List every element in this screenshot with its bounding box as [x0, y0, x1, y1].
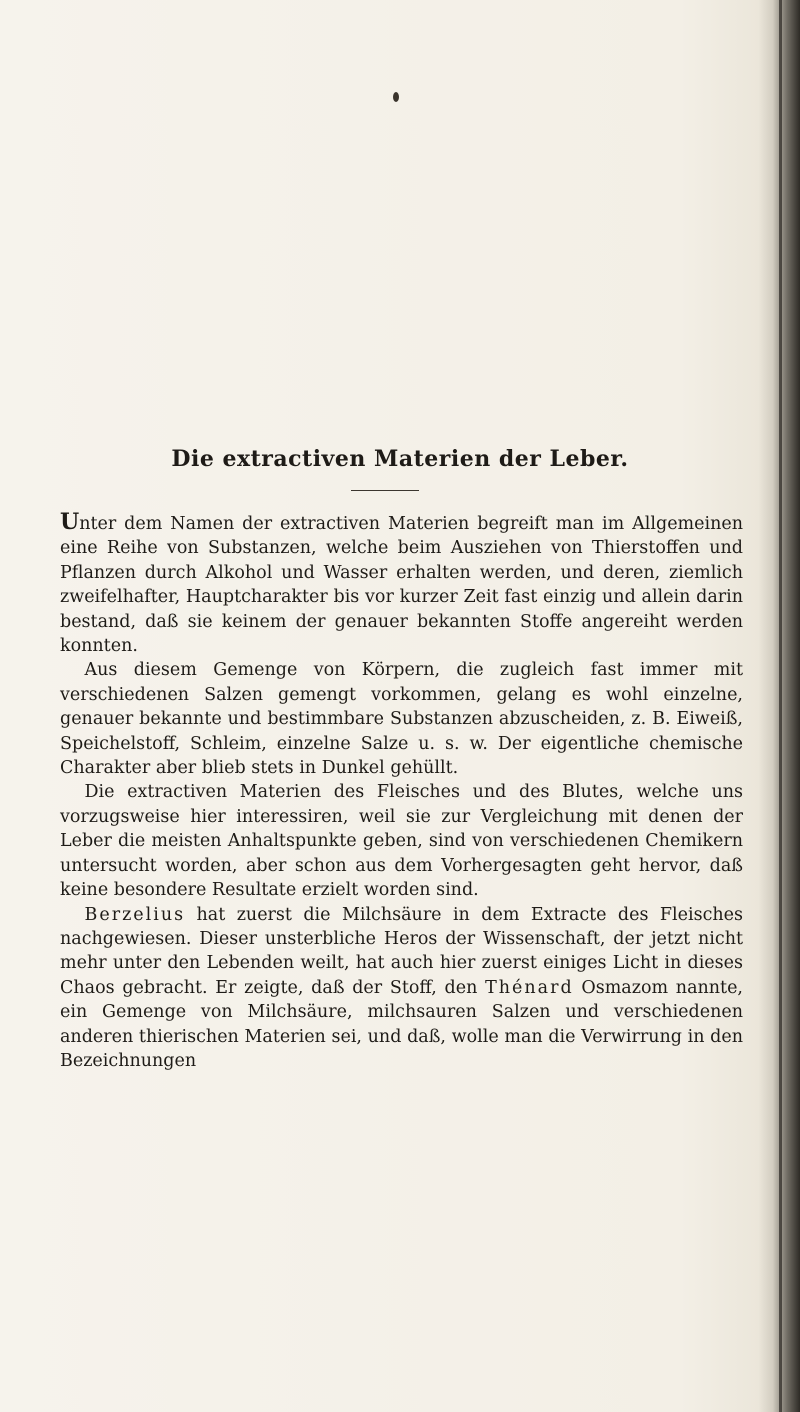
paragraph-4-text-b: Osmazom nannte, ein Gemenge von Milchsäure, milchsauren Salzen und verschiedenen anderen thierischen Materien sei, und daß, wolle man die Verwirrung in den Bezeichnungen — [60, 977, 743, 1071]
body-text — [60, 510, 743, 1073]
page-gutter-line — [779, 0, 782, 1412]
ink-speck — [393, 92, 399, 102]
paragraph-1 — [60, 510, 743, 658]
initial-letter: U — [60, 509, 80, 535]
paragraph-4 — [60, 903, 743, 1074]
chapter-title: Die extractiven Materien der Leber. — [171, 446, 629, 472]
paragraph-1-text: nter dem Namen der extractiven Materien begreift man im Allgemeinen eine Reihe von Substanzen, welche beim Ausziehen von Thierstoffen und Pflanzen durch Alkohol und Wasser erhalten werden, und deren, ziemlich zweifelhafter, Hauptcharakter bis vor kurzer Zeit fast einzig und allein darin bestand, daß sie keinem der genauer bekannten Stoffe angereiht werden konnten. — [60, 514, 743, 657]
paragraph-3: Die extractiven Materien des Fleisches und des Blutes, welche uns vorzugsweise hier interessiren, weil sie zur Vergleichung mit denen der Leber die meisten Anhaltspunkte geben, sind von verschiedenen Chemikern untersucht worden, aber schon aus dem Vorhergesagten geht hervor, daß keine besondere Resultate erzielt worden sind. — [60, 782, 743, 901]
paragraph-4-text-a: hat zuerst die Milchsäure in dem Extracte des Fleisches nachgewiesen. Dieser unsterbliche Heros der Wissenschaft, der jetzt nicht mehr unter den Lebenden weilt, hat auch hier zuerst einiges Licht in dieses Chaos gebracht. Er zeigte, daß der Stoff, den — [60, 904, 743, 998]
paragraph-2: Aus diesem Gemenge von Körpern, die zugleich fast immer mit verschiedenen Salzen gemengt vorkommen, gelang es wohl einzelne, genauer bekannte und bestimmbare Substanzen abzuscheiden, z. B. Eiweiß, Speichelstoff, Schleim, einzelne Salze u. s. w. Der eigentliche chemische Charakter aber blieb stets in Dunkel gehüllt. — [60, 660, 743, 779]
author-name-thenard: Thénard — [485, 977, 574, 998]
author-name-berzelius: Berzelius — [84, 904, 186, 925]
title-rule — [351, 490, 419, 491]
